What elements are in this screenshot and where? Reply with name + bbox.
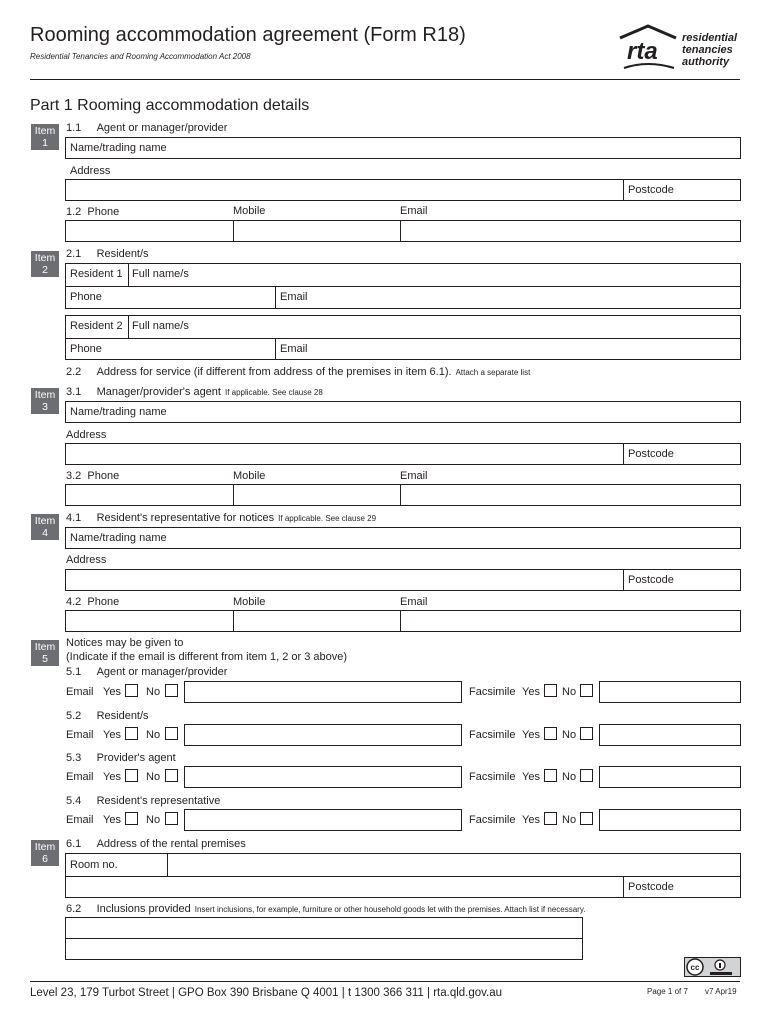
resident-2-block[interactable] — [65, 315, 741, 360]
section-number: 1.2 — [66, 206, 82, 218]
rta-logo — [618, 24, 743, 74]
agent-name-label: Name/trading name — [70, 142, 167, 154]
item-number: 1 — [42, 137, 48, 149]
fax-no-checkbox[interactable] — [580, 769, 593, 782]
yes-label: Yes — [522, 686, 540, 698]
fax-yes-checkbox[interactable] — [544, 812, 557, 825]
item-label: Item — [34, 841, 56, 853]
section-2-1-heading — [66, 248, 149, 260]
provider-agent-address-field[interactable] — [65, 443, 741, 465]
agent-mobile-label: Mobile — [233, 205, 266, 217]
item-4-badge — [31, 514, 59, 540]
email-no-checkbox[interactable] — [165, 684, 178, 697]
email-input[interactable] — [184, 724, 462, 746]
email-yes-checkbox[interactable] — [125, 684, 138, 697]
form-title — [30, 24, 466, 47]
inclusions-field-2[interactable] — [65, 938, 583, 960]
section-note: If applicable. See clause 29 — [278, 514, 377, 523]
fax-input[interactable] — [599, 766, 741, 788]
rep-address-field[interactable] — [65, 569, 741, 591]
agent-phone-row[interactable] — [65, 220, 741, 242]
section-number: 2.1 — [66, 248, 82, 260]
item-2-badge — [31, 251, 59, 277]
section-title: Agent or manager/provider — [96, 122, 228, 134]
rta-logo-mark: rta — [627, 38, 658, 65]
facsimile-label: Facsimile — [469, 814, 516, 826]
cc-text: cc — [690, 963, 700, 972]
notices-heading: Notices may be given to — [66, 637, 184, 649]
email-yes-checkbox[interactable] — [125, 769, 138, 782]
section-number: 2.2 — [66, 366, 82, 378]
section-title: Resident/s — [96, 248, 149, 260]
resident-1-name-label: Full name/s — [132, 268, 189, 280]
header-rule — [30, 79, 740, 80]
section-title: Address of the rental premises — [96, 838, 246, 850]
notices-subheading: (Indicate if the email is different from item 1, 2 or 3 above) — [66, 651, 348, 663]
no-label: No — [562, 771, 577, 783]
rep-name-label: Name/trading name — [70, 532, 167, 544]
part1-title: Part 1 Rooming accommodation details — [30, 97, 310, 114]
fax-no-checkbox[interactable] — [580, 812, 593, 825]
resident-1-phone-label: Phone — [70, 291, 102, 303]
no-label: No — [146, 729, 161, 741]
section-title: Address for service (if different from address of the premises in item 6.1). — [96, 366, 452, 378]
email-label: Email — [66, 814, 94, 826]
section-4-1-heading — [66, 512, 376, 524]
yes-label: Yes — [522, 814, 540, 826]
item-label: Item — [34, 389, 56, 401]
email-label: Email — [66, 729, 94, 741]
section-note: Attach a separate list — [455, 368, 531, 377]
email-yes-checkbox[interactable] — [125, 812, 138, 825]
provider-agent-address-label: Address — [66, 429, 107, 441]
rep-address-label: Address — [66, 554, 107, 566]
provider-agent-name-field[interactable] — [65, 401, 741, 423]
facsimile-label: Facsimile — [469, 686, 516, 698]
provider-agent-phone-row[interactable] — [65, 484, 741, 506]
rta-house-icon — [618, 24, 678, 72]
section-title: Resident/s — [96, 710, 149, 722]
no-label: No — [562, 729, 577, 741]
section-3-2-heading — [66, 470, 119, 482]
section-5-2-heading — [66, 710, 149, 722]
section-5-3-heading — [66, 752, 176, 764]
section-note: If applicable. See clause 28 — [224, 388, 323, 397]
fax-no-checkbox[interactable] — [580, 727, 593, 740]
email-yes-checkbox[interactable] — [125, 727, 138, 740]
item-number: 5 — [42, 653, 48, 665]
section-number: 5.3 — [66, 752, 82, 764]
section-1-2-heading — [66, 206, 119, 218]
yes-label: Yes — [522, 771, 540, 783]
fax-no-checkbox[interactable] — [580, 684, 593, 697]
item-5-badge — [31, 640, 59, 666]
agent-name-field[interactable] — [65, 137, 741, 159]
section-1-1-heading — [66, 122, 227, 134]
form-title-text: Rooming accommodation agreement — [30, 24, 358, 46]
resident-1-block[interactable] — [65, 263, 741, 309]
page-number: Page 1 of 7 — [647, 987, 688, 996]
resident-1-label: Resident 1 — [70, 268, 123, 280]
email-input[interactable] — [184, 766, 462, 788]
item-1-badge — [31, 124, 59, 150]
resident-2-label: Resident 2 — [70, 320, 123, 332]
item-number: 6 — [42, 853, 48, 865]
rep-email-label: Email — [400, 596, 428, 608]
section-number: 5.4 — [66, 795, 82, 807]
section-number: 5.1 — [66, 666, 82, 678]
provider-agent-email-label: Email — [400, 470, 428, 482]
facsimile-label: Facsimile — [469, 729, 516, 741]
yes-label: Yes — [522, 729, 540, 741]
phone-label: Phone — [87, 206, 120, 218]
email-label: Email — [66, 771, 94, 783]
section-2-2-heading — [66, 366, 530, 378]
rep-postcode-label: Postcode — [628, 574, 674, 586]
footer-address: Level 23, 179 Turbot Street | GPO Box 390 Brisbane Q 4001 | t 1300 366 311 | rta.qld.gov.au — [30, 987, 503, 999]
agent-address-field[interactable] — [65, 179, 741, 201]
section-number: 4.2 — [66, 596, 82, 608]
item-label: Item — [34, 252, 56, 264]
item-number: 2 — [42, 264, 48, 276]
form-code: (Form R18) — [363, 24, 466, 46]
section-number: 1.1 — [66, 122, 82, 134]
section-number: 6.1 — [66, 838, 82, 850]
fax-yes-checkbox[interactable] — [544, 769, 557, 782]
email-no-checkbox[interactable] — [165, 769, 178, 782]
provider-agent-name-label: Name/trading name — [70, 406, 167, 418]
no-label: No — [562, 686, 577, 698]
fax-yes-checkbox[interactable] — [544, 727, 557, 740]
item-label: Item — [34, 125, 56, 137]
resident-2-phone-label: Phone — [70, 343, 102, 355]
section-number: 6.2 — [66, 903, 82, 915]
provider-agent-postcode-label: Postcode — [628, 448, 674, 460]
section-6-2-heading — [66, 903, 585, 915]
section-title: Agent or manager/provider — [96, 666, 228, 678]
logo-line-3: authority — [682, 56, 730, 68]
section-title: Resident's representative — [96, 795, 221, 807]
provider-agent-mobile-label: Mobile — [233, 470, 266, 482]
rep-name-field[interactable] — [65, 527, 741, 549]
footer-rule — [30, 981, 740, 982]
section-4-2-heading — [66, 596, 119, 608]
item-number: 4 — [42, 527, 48, 539]
section-5-4-heading — [66, 795, 220, 807]
yes-label: Yes — [103, 686, 121, 698]
item-label: Item — [34, 641, 56, 653]
resident-2-name-label: Full name/s — [132, 320, 189, 332]
fax-input[interactable] — [599, 809, 741, 831]
section-note: Insert inclusions, for example, furniture or other household goods let with the premises. Attach list if necessary. — [194, 905, 586, 914]
email-input[interactable] — [184, 809, 462, 831]
email-input[interactable] — [184, 681, 462, 703]
section-title: Inclusions provided — [96, 903, 191, 915]
version: v7 Apr19 — [705, 987, 737, 996]
section-title: Provider's agent — [96, 752, 176, 764]
premises-postcode-label: Postcode — [628, 881, 674, 893]
resident-2-email-label: Email — [280, 343, 308, 355]
phone-label: Phone — [87, 470, 120, 482]
fax-input[interactable] — [599, 724, 741, 746]
facsimile-label: Facsimile — [469, 771, 516, 783]
logo-line-2: tenancies — [682, 44, 733, 56]
item-label: Item — [34, 515, 56, 527]
item-3-badge — [31, 388, 59, 414]
yes-label: Yes — [103, 771, 121, 783]
inclusions-field-1[interactable] — [65, 917, 583, 939]
section-title: Resident's representative for notices — [96, 512, 275, 524]
agent-email-label: Email — [400, 205, 428, 217]
section-3-1-heading — [66, 386, 323, 398]
premises-address-block[interactable] — [65, 853, 741, 898]
cc-license-icon — [684, 957, 741, 977]
item-number: 3 — [42, 401, 48, 413]
section-6-1-heading — [66, 838, 246, 850]
logo-line-1: residential — [682, 32, 738, 44]
section-number: 5.2 — [66, 710, 82, 722]
section-title: Manager/provider's agent — [96, 386, 221, 398]
no-label: No — [562, 814, 577, 826]
section-number: 4.1 — [66, 512, 82, 524]
phone-label: Phone — [87, 596, 120, 608]
agent-address-label: Address — [70, 165, 111, 177]
act-name: Residential Tenancies and Rooming Accommodation Act 2008 — [30, 52, 251, 61]
yes-label: Yes — [103, 729, 121, 741]
resident-1-email-label: Email — [280, 291, 308, 303]
fax-yes-checkbox[interactable] — [544, 684, 557, 697]
no-label: No — [146, 686, 161, 698]
fax-input[interactable] — [599, 681, 741, 703]
email-no-checkbox[interactable] — [165, 727, 178, 740]
item-6-badge — [31, 840, 59, 866]
yes-label: Yes — [103, 814, 121, 826]
room-no-label: Room no. — [70, 859, 118, 871]
section-5-1-heading — [66, 666, 227, 678]
no-label: No — [146, 771, 161, 783]
rep-phone-row[interactable] — [65, 610, 741, 632]
rep-mobile-label: Mobile — [233, 596, 266, 608]
section-number: 3.2 — [66, 470, 82, 482]
email-no-checkbox[interactable] — [165, 812, 178, 825]
agent-postcode-label: Postcode — [628, 184, 674, 196]
section-number: 3.1 — [66, 386, 82, 398]
email-label: Email — [66, 686, 94, 698]
no-label: No — [146, 814, 161, 826]
